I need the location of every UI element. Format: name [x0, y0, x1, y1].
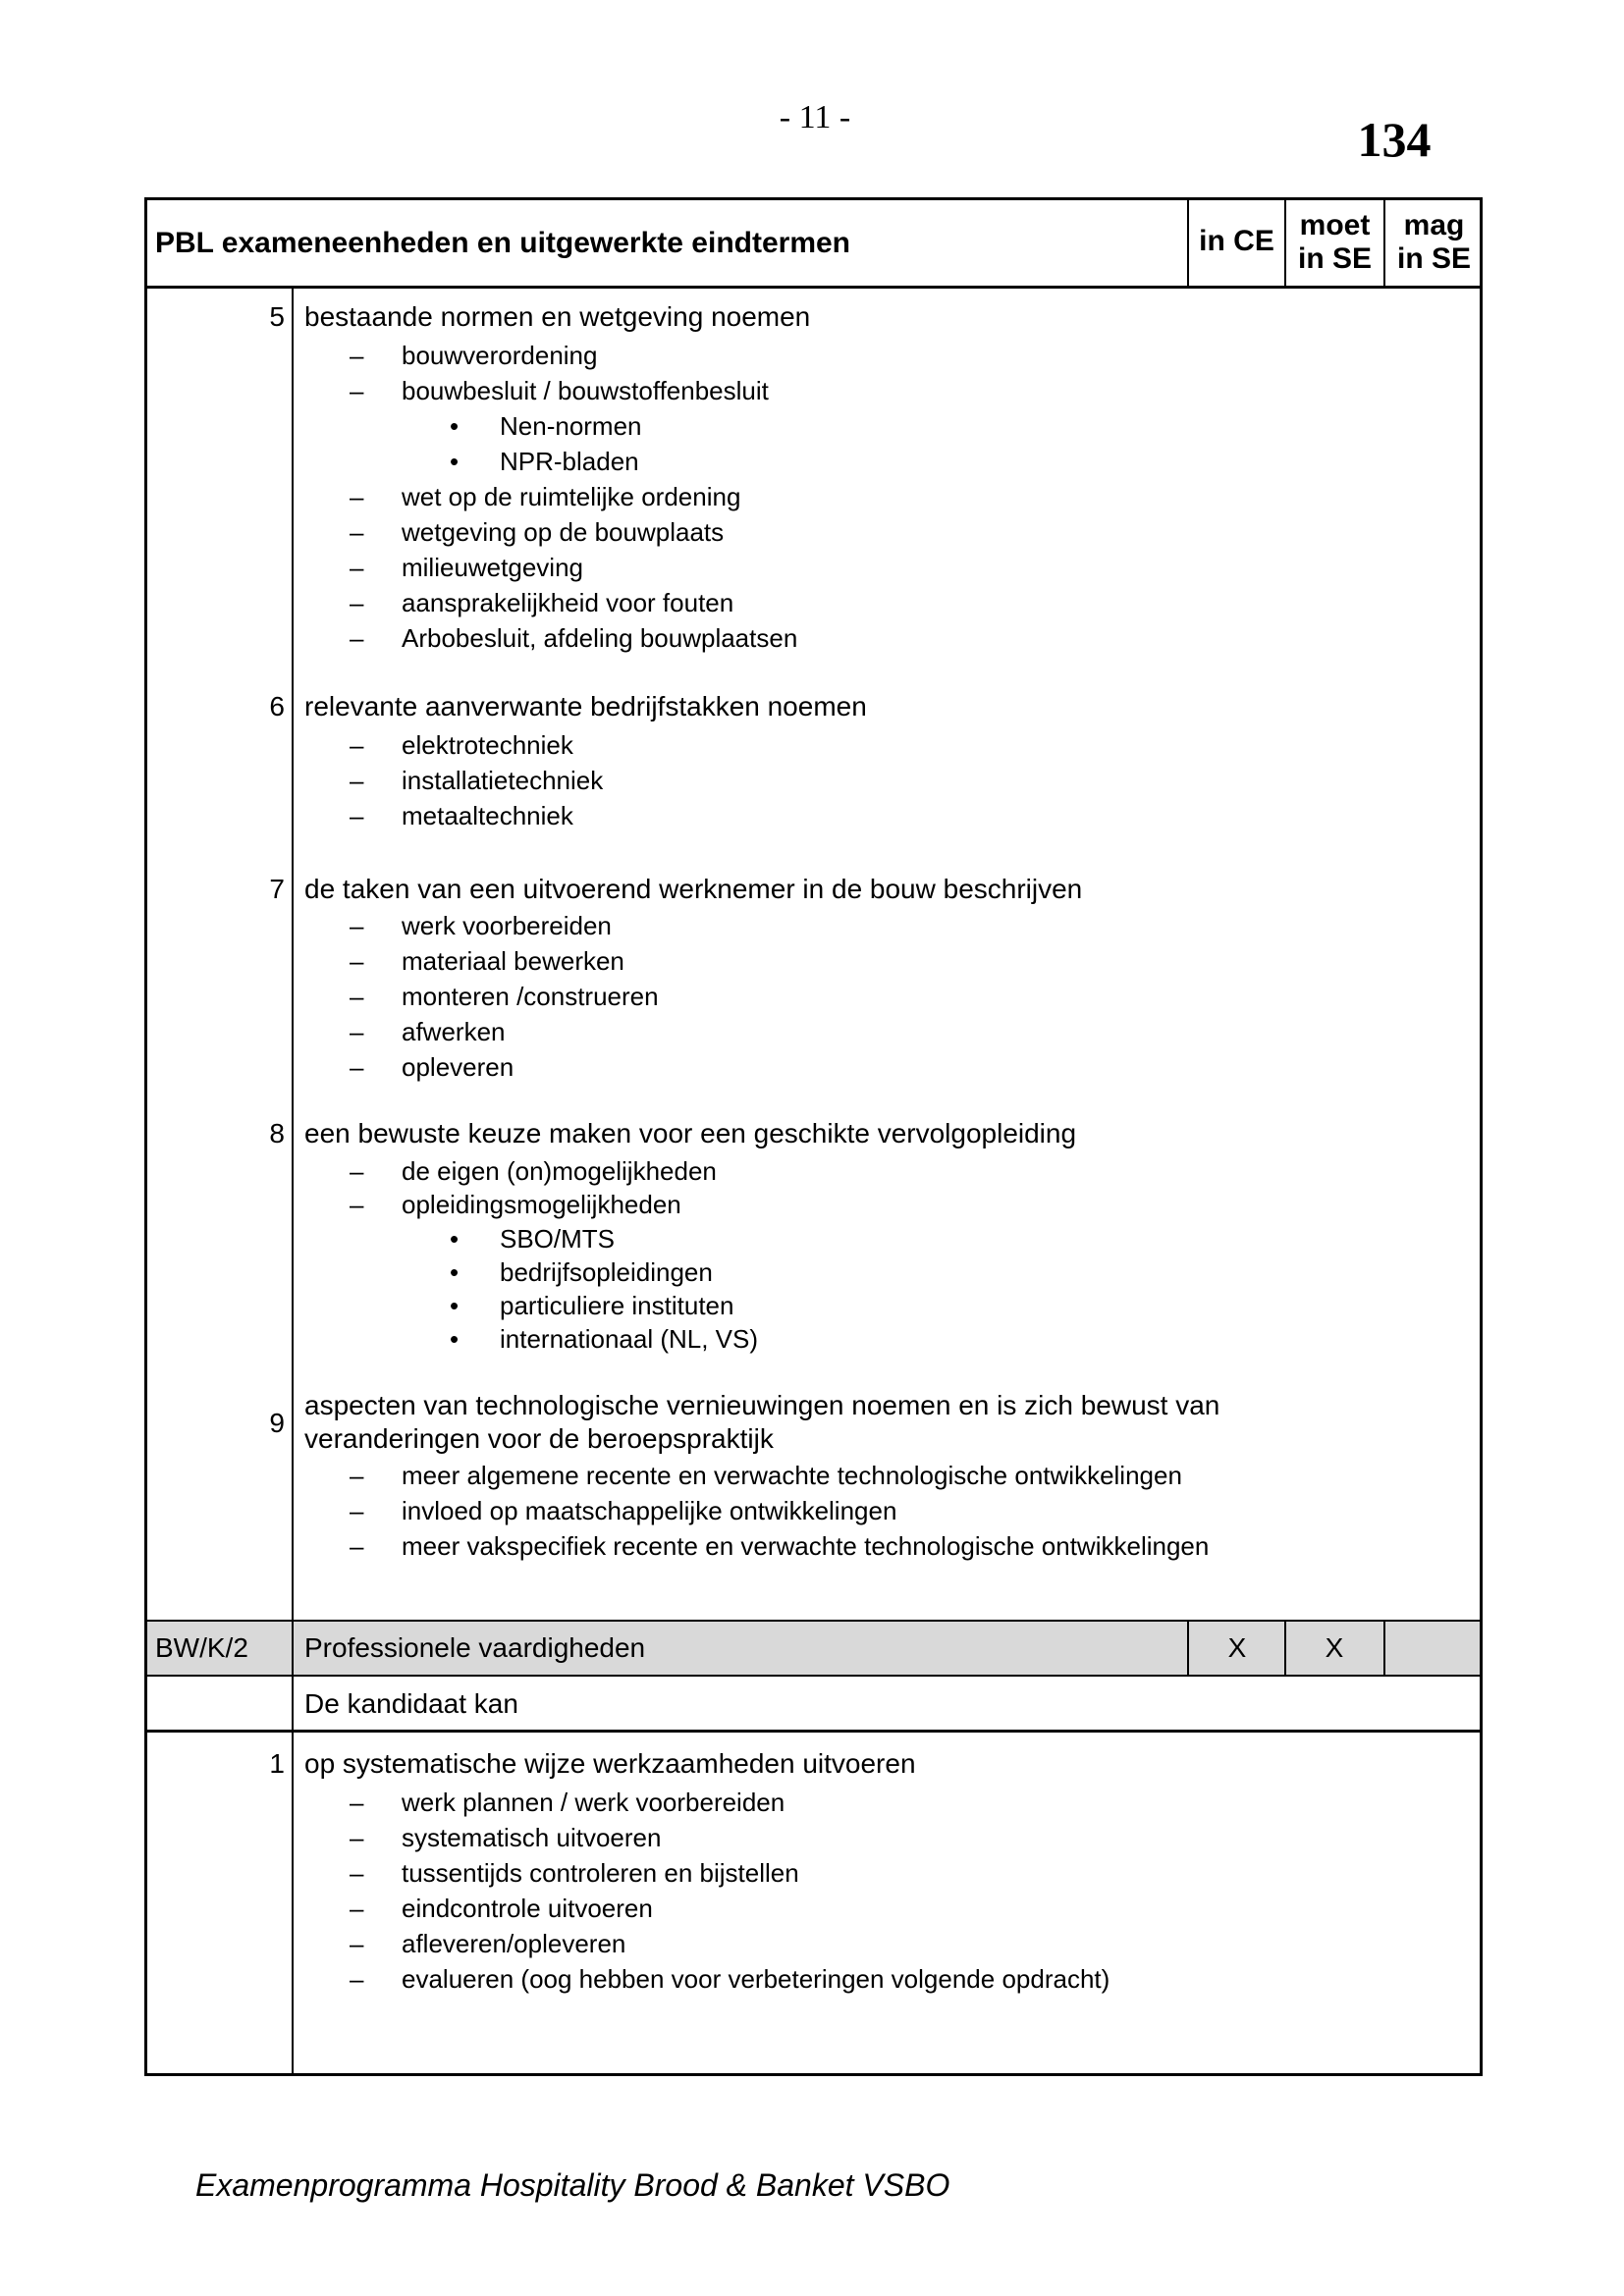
list-item: aansprakelijkheid voor fouten	[402, 588, 734, 617]
list-item: eindcontrole uitvoeren	[402, 1894, 653, 1923]
list-item: systematisch uitvoeren	[402, 1823, 662, 1852]
mag-column-rule-unit	[1383, 1621, 1385, 1676]
list-item: metaaltechniek	[402, 801, 573, 830]
bullet-icon: •	[450, 1224, 460, 1254]
unit-code: BW/K/2	[155, 1632, 248, 1663]
dash-icon: –	[350, 801, 364, 830]
list-item: meer vakspecifiek recente en verwachte technologische ontwikkelingen	[402, 1531, 1210, 1561]
section-number: 1	[269, 1748, 285, 1779]
list-item: afleveren/opleveren	[402, 1929, 626, 1958]
section-number: 9	[269, 1408, 285, 1438]
unit-row-bottom-rule	[144, 1675, 1483, 1677]
list-item: evalueren (oog hebben voor verbeteringen volgende opdracht)	[402, 1964, 1110, 1994]
dash-icon: –	[350, 1156, 364, 1186]
dash-icon: –	[350, 730, 364, 760]
bullet-icon: •	[450, 1291, 460, 1320]
section-number: 8	[269, 1118, 285, 1148]
header-in-ce	[1189, 225, 1284, 258]
section-heading: op systematische wijze werkzaamheden uitvoeren	[304, 1748, 916, 1779]
list-item: Nen-normen	[500, 411, 642, 441]
dash-icon: –	[350, 553, 364, 582]
dash-icon: –	[350, 1858, 364, 1888]
section-number: 6	[269, 691, 285, 721]
list-item: afwerken	[402, 1017, 506, 1046]
section-heading: de taken van een uitvoerend werknemer in de bouw beschrijven	[304, 874, 1083, 904]
bullet-icon: •	[450, 1324, 460, 1354]
list-item: opleveren	[402, 1052, 514, 1082]
header-moet-line2: in SE	[1297, 242, 1372, 275]
list-item: bedrijfsopleidingen	[500, 1257, 713, 1287]
unit-title: Professionele vaardigheden	[304, 1632, 646, 1663]
list-item: bouwverordening	[402, 341, 598, 370]
list-item: wet op de ruimtelijke ordening	[402, 482, 741, 511]
dash-icon: –	[350, 946, 364, 976]
dash-icon: –	[350, 1190, 364, 1219]
list-item: bouwbesluit / bouwstoffenbesluit	[402, 376, 769, 405]
section-number: 5	[269, 301, 285, 332]
header-mag-in-se	[1385, 209, 1483, 276]
dash-icon: –	[350, 517, 364, 547]
header-moet-in-se	[1286, 209, 1383, 276]
section-heading: relevante aanverwante bedrijfstakken noemen	[304, 691, 867, 721]
list-item: particuliere instituten	[500, 1291, 734, 1320]
bullet-icon: •	[450, 447, 460, 476]
list-item: werk voorbereiden	[402, 911, 612, 940]
section-heading-line2: veranderingen voor de beroepspraktijk	[304, 1423, 774, 1454]
header-moet-line1: moet	[1299, 209, 1371, 241]
header-mag-line2: in SE	[1396, 242, 1471, 275]
header-mag-line1: mag	[1403, 209, 1465, 241]
dash-icon: –	[350, 341, 364, 370]
table-header-title: PBL exameneenheden en uitgewerkte eindtermen	[155, 227, 851, 259]
intro-row-bottom-rule	[144, 1730, 1483, 1733]
page-number: - 11 -	[779, 99, 851, 135]
dash-icon: –	[350, 1052, 364, 1082]
list-item: monteren /construeren	[402, 982, 659, 1011]
dash-icon: –	[350, 1017, 364, 1046]
dash-icon: –	[350, 1823, 364, 1852]
dash-icon: –	[350, 1964, 364, 1994]
dash-icon: –	[350, 376, 364, 405]
dash-icon: –	[350, 1788, 364, 1817]
list-item: opleidingsmogelijkheden	[402, 1190, 681, 1219]
dash-icon: –	[350, 766, 364, 795]
list-item: materiaal bewerken	[402, 946, 624, 976]
dash-icon: –	[350, 588, 364, 617]
unit-moet-in-se-mark: X	[1325, 1632, 1344, 1663]
page-footer: Examenprogramma Hospitality Brood & Banket VSBO	[195, 2167, 950, 2203]
section-heading-line1: aspecten van technologische vernieuwingen noemen en is zich bewust van	[304, 1390, 1220, 1420]
section-heading: een bewuste keuze maken voor een geschikte vervolgopleiding	[304, 1118, 1077, 1148]
unit-row-top-rule	[144, 1620, 1483, 1622]
header-bottom-rule	[144, 286, 1483, 289]
header-in-ce-label: in CE	[1199, 225, 1274, 257]
list-item: invloed op maatschappelijke ontwikkelingen	[402, 1496, 897, 1525]
dash-icon: –	[350, 1929, 364, 1958]
list-item: de eigen (on)mogelijkheden	[402, 1156, 717, 1186]
dash-icon: –	[350, 911, 364, 940]
bullet-icon: •	[450, 1257, 460, 1287]
bullet-icon: •	[450, 411, 460, 441]
dash-icon: –	[350, 1461, 364, 1490]
list-item: meer algemene recente en verwachte technologische ontwikkelingen	[402, 1461, 1182, 1490]
list-item: installatietechniek	[402, 766, 604, 795]
number-column-rule	[292, 287, 294, 2075]
document-number: 134	[1357, 112, 1432, 167]
list-item: milieuwetgeving	[402, 553, 583, 582]
dash-icon: –	[350, 1531, 364, 1561]
list-item: SBO/MTS	[500, 1224, 616, 1254]
unit-in-ce-mark: X	[1227, 1632, 1247, 1663]
list-item: Arbobesluit, afdeling bouwplaatsen	[402, 623, 798, 653]
dash-icon: –	[350, 982, 364, 1011]
list-item: tussentijds controleren en bijstellen	[402, 1858, 799, 1888]
dash-icon: –	[350, 1894, 364, 1923]
unit-intro: De kandidaat kan	[304, 1688, 518, 1719]
section-heading: bestaande normen en wetgeving noemen	[304, 301, 811, 332]
dash-icon: –	[350, 1496, 364, 1525]
list-item: NPR-bladen	[500, 447, 639, 476]
section-number: 7	[269, 874, 285, 904]
list-item: wetgeving op de bouwplaats	[402, 517, 725, 547]
dash-icon: –	[350, 623, 364, 653]
list-item: elektrotechniek	[402, 730, 573, 760]
dash-icon: –	[350, 482, 364, 511]
list-item: werk plannen / werk voorbereiden	[402, 1788, 785, 1817]
list-item: internationaal (NL, VS)	[500, 1324, 759, 1354]
